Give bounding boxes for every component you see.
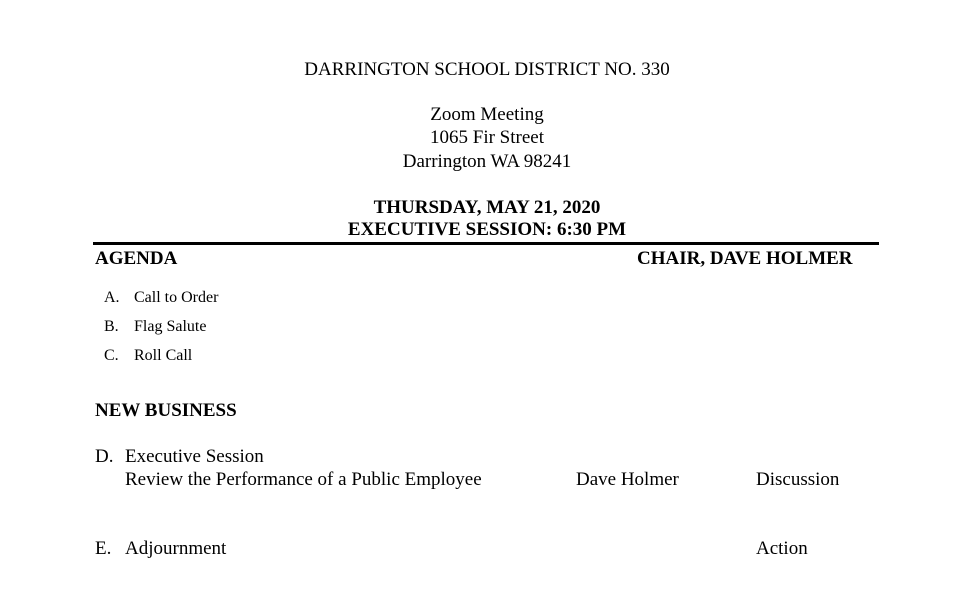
district-title: DARRINGTON SCHOOL DISTRICT NO. 330 (304, 59, 670, 80)
item-e-type: Action (756, 538, 808, 559)
agenda-item-letter-c: C. (104, 347, 119, 364)
agenda-item-roll-call: Roll Call (134, 347, 193, 364)
agenda-item-flag-salute: Flag Salute (134, 318, 207, 335)
item-d-letter: D. (95, 446, 114, 467)
agenda-item-letter-b: B. (104, 318, 119, 335)
location-line-2: 1065 Fir Street (430, 127, 544, 148)
session-time: EXECUTIVE SESSION: 6:30 PM (347, 219, 627, 240)
location-line-1: Zoom Meeting (430, 104, 544, 125)
header-divider (93, 242, 879, 245)
item-e-label: Adjournment (125, 538, 227, 559)
new-business-heading: NEW BUSINESS (95, 400, 237, 421)
meeting-date: THURSDAY, MAY 21, 2020 (373, 197, 601, 218)
agenda-item-letter-a: A. (104, 289, 120, 306)
item-d-detail: Review the Performance of a Public Employee (125, 469, 482, 490)
item-d-label: Executive Session (125, 446, 264, 467)
item-d-type: Discussion (756, 469, 840, 490)
agenda-title: AGENDA (95, 248, 178, 269)
item-e-letter: E. (95, 538, 112, 559)
agenda-item-call-to-order: Call to Order (134, 289, 219, 306)
item-d-presenter: Dave Holmer (576, 469, 679, 490)
chair-name: CHAIR, DAVE HOLMER (637, 248, 853, 269)
location-line-3: Darrington WA 98241 (402, 151, 572, 172)
